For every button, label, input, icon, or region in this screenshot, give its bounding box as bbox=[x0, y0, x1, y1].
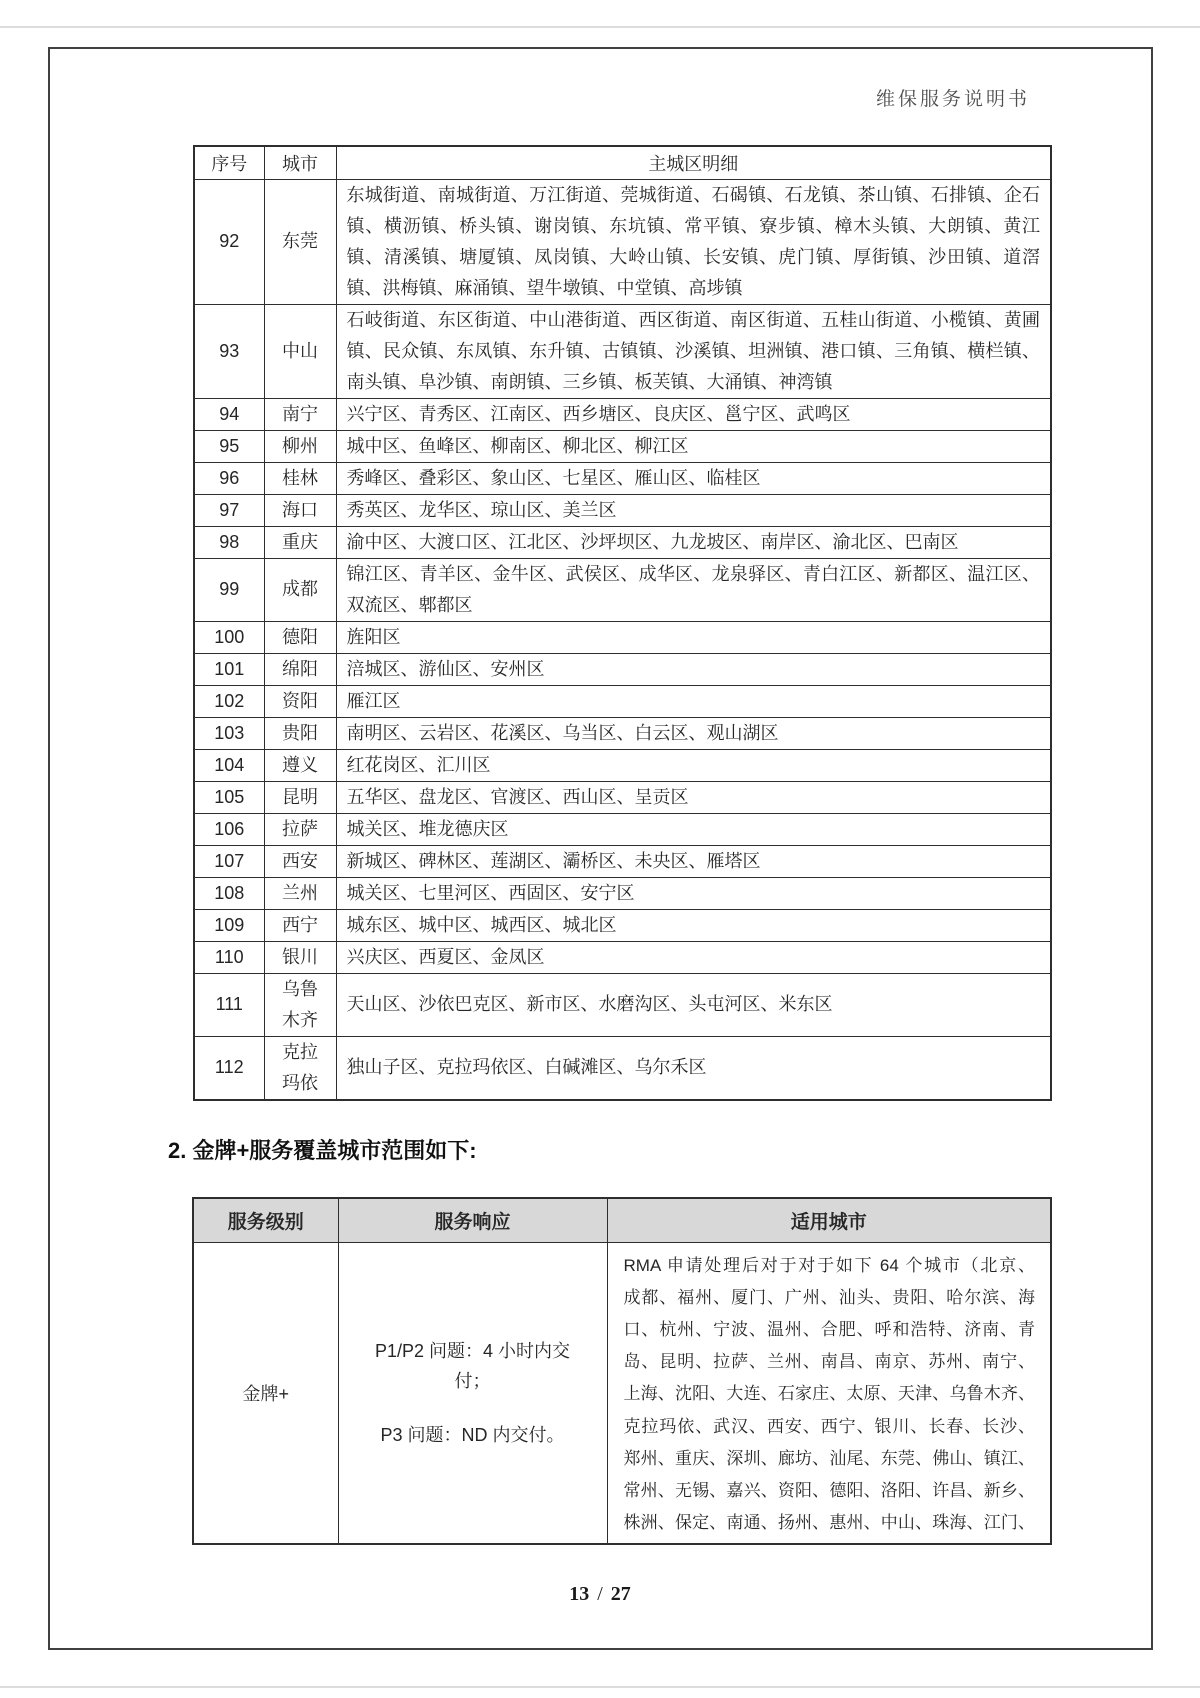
row-number-cell: 104 bbox=[194, 749, 264, 781]
city-name-cell: 遵义 bbox=[264, 749, 336, 781]
districts-cell bbox=[336, 304, 1051, 398]
table-row bbox=[194, 494, 1051, 526]
districts-cell bbox=[336, 430, 1051, 462]
table-row bbox=[194, 781, 1051, 813]
districts-line: 涪城区、游仙区、安州区 bbox=[346, 658, 545, 679]
row-number-cell: 97 bbox=[194, 494, 264, 526]
service-response-paragraph: P1/P2 问题：4 小时内交付； bbox=[374, 1340, 571, 1391]
table-row bbox=[194, 973, 1051, 1036]
applicable-cities-line: 成都、福州、厦门、广州、汕头、贵阳、哈尔滨、海 bbox=[623, 1287, 1035, 1307]
row-number-cell: 96 bbox=[194, 462, 264, 494]
districts-cell bbox=[336, 877, 1051, 909]
districts-line: 旌阳区 bbox=[346, 626, 401, 647]
districts-cell bbox=[336, 621, 1051, 653]
city-name-cell: 兰州 bbox=[264, 877, 336, 909]
page-number-current: 13 bbox=[569, 1583, 590, 1605]
districts-line: 秀英区、龙华区、琼山区、美兰区 bbox=[346, 499, 617, 520]
row-number-cell: 98 bbox=[194, 526, 264, 558]
column-header-city: 城市 bbox=[264, 146, 336, 179]
districts-line: 城关区、堆龙德庆区 bbox=[346, 818, 509, 839]
table-row bbox=[194, 621, 1051, 653]
districts-cell bbox=[336, 685, 1051, 717]
row-number-cell: 99 bbox=[194, 558, 264, 621]
table-row bbox=[194, 653, 1051, 685]
districts-cell bbox=[336, 653, 1051, 685]
districts-line: 城东区、城中区、城西区、城北区 bbox=[346, 914, 617, 935]
applicable-cities-line: 常州、无锡、嘉兴、资阳、德阳、洛阳、许昌、新乡、 bbox=[623, 1480, 1035, 1500]
districts-cell bbox=[336, 781, 1051, 813]
page-edge-bottom bbox=[0, 1686, 1200, 1688]
service-table-head bbox=[193, 1198, 1051, 1242]
districts-cell bbox=[336, 845, 1051, 877]
column-header-service-response: 服务响应 bbox=[338, 1198, 607, 1242]
page-footer bbox=[0, 1583, 1200, 1606]
table-row bbox=[194, 1036, 1051, 1100]
row-number-cell: 93 bbox=[194, 304, 264, 398]
districts-line: 南头镇、阜沙镇、南朗镇、三乡镇、板芙镇、大涌镇、神湾镇 bbox=[346, 371, 833, 392]
applicable-cities-line: 克拉玛依、武汉、西安、西宁、银川、长春、长沙、 bbox=[623, 1416, 1035, 1436]
city-name-cell: 德阳 bbox=[264, 621, 336, 653]
row-number-cell: 107 bbox=[194, 845, 264, 877]
table-row bbox=[194, 877, 1051, 909]
districts-cell bbox=[336, 909, 1051, 941]
city-name-cell: 桂林 bbox=[264, 462, 336, 494]
districts-line: 锦江区、青羊区、金牛区、武侯区、成华区、龙泉驿区、青白江区、新都区、温江区、 bbox=[346, 563, 1040, 584]
districts-line: 镇、横沥镇、桥头镇、谢岗镇、东坑镇、常平镇、寮步镇、樟木头镇、大朗镇、黄江 bbox=[346, 215, 1040, 236]
service-response-paragraph: P3 问题：ND 内交付。 bbox=[380, 1424, 565, 1445]
districts-line: 南明区、云岩区、花溪区、乌当区、白云区、观山湖区 bbox=[346, 722, 779, 743]
districts-cell bbox=[336, 973, 1051, 1036]
city-table-body bbox=[194, 179, 1051, 1100]
table-row bbox=[194, 845, 1051, 877]
districts-line: 新城区、碑林区、莲湖区、灞桥区、未央区、雁塔区 bbox=[346, 850, 761, 871]
districts-cell bbox=[336, 1036, 1051, 1100]
city-name-cell: 南宁 bbox=[264, 398, 336, 430]
page-number-separator: / bbox=[597, 1583, 603, 1605]
table-row bbox=[194, 909, 1051, 941]
section-heading: 2. 金牌+服务覆盖城市范围如下: bbox=[168, 1138, 477, 1163]
row-number-cell: 102 bbox=[194, 685, 264, 717]
districts-line: 天山区、沙依巴克区、新市区、水磨沟区、头屯河区、米东区 bbox=[346, 994, 833, 1014]
table-row bbox=[194, 749, 1051, 781]
page-number-total: 27 bbox=[610, 1583, 631, 1605]
table-row bbox=[194, 304, 1051, 398]
city-table-head bbox=[194, 146, 1051, 179]
table-row bbox=[194, 430, 1051, 462]
applicable-cities-line: 株洲、保定、南通、扬州、惠州、中山、珠海、江门、 bbox=[623, 1513, 1035, 1533]
districts-line: 镇、民众镇、东凤镇、东升镇、古镇镇、沙溪镇、坦洲镇、港口镇、三角镇、横栏镇、 bbox=[346, 340, 1040, 361]
service-level-table bbox=[192, 1197, 1052, 1545]
city-name-cell: 银川 bbox=[264, 941, 336, 973]
districts-line: 五华区、盘龙区、官渡区、西山区、呈贡区 bbox=[346, 786, 689, 807]
city-name-cell: 拉萨 bbox=[264, 813, 336, 845]
city-name-cell: 重庆 bbox=[264, 526, 336, 558]
districts-cell bbox=[336, 398, 1051, 430]
applicable-cities-line: 上海、沈阳、大连、石家庄、太原、天津、乌鲁木齐、 bbox=[623, 1384, 1035, 1404]
service-table-header-row bbox=[193, 1198, 1051, 1242]
districts-cell bbox=[336, 494, 1051, 526]
row-number-cell: 94 bbox=[194, 398, 264, 430]
row-number-cell: 108 bbox=[194, 877, 264, 909]
column-header-no: 序号 bbox=[194, 146, 264, 179]
city-name-cell: 克拉玛依 bbox=[264, 1036, 336, 1100]
row-number-cell: 112 bbox=[194, 1036, 264, 1100]
districts-line: 双流区、郫都区 bbox=[346, 594, 473, 615]
service-response-cell bbox=[338, 1242, 607, 1544]
districts-cell bbox=[336, 813, 1051, 845]
applicable-cities-line: 岛、昆明、拉萨、兰州、南昌、南京、苏州、南宁、 bbox=[623, 1352, 1035, 1372]
table-row bbox=[194, 462, 1051, 494]
districts-line: 红花岗区、汇川区 bbox=[346, 754, 491, 775]
districts-line: 兴宁区、青秀区、江南区、西乡塘区、良庆区、邕宁区、武鸣区 bbox=[346, 403, 851, 424]
city-name-cell: 西安 bbox=[264, 845, 336, 877]
city-name-cell: 成都 bbox=[264, 558, 336, 621]
row-number-cell: 106 bbox=[194, 813, 264, 845]
doc-header-title: 维保服务说明书 bbox=[875, 89, 1030, 110]
city-name-cell: 资阳 bbox=[264, 685, 336, 717]
city-name-cell: 中山 bbox=[264, 304, 336, 398]
table-row bbox=[194, 398, 1051, 430]
city-districts-table bbox=[193, 145, 1052, 1101]
districts-line: 镇、洪梅镇、麻涌镇、望牛墩镇、中堂镇、高埗镇 bbox=[346, 277, 743, 298]
city-name-cell: 绵阳 bbox=[264, 653, 336, 685]
city-name-cell: 柳州 bbox=[264, 430, 336, 462]
city-name-cell: 昆明 bbox=[264, 781, 336, 813]
districts-line: 城中区、鱼峰区、柳南区、柳北区、柳江区 bbox=[346, 435, 689, 456]
column-header-applicable-cities: 适用城市 bbox=[607, 1198, 1051, 1242]
districts-line: 城关区、七里河区、西固区、安宁区 bbox=[346, 882, 635, 903]
districts-line: 镇、清溪镇、塘厦镇、凤岗镇、大岭山镇、长安镇、虎门镇、厚街镇、沙田镇、道滘 bbox=[346, 246, 1040, 267]
row-number-cell: 111 bbox=[194, 973, 264, 1036]
applicable-cities-line: RMA 申请处理后对于对于如下 64 个城市（北京、 bbox=[623, 1255, 1035, 1275]
districts-cell bbox=[336, 717, 1051, 749]
service-table-row bbox=[193, 1242, 1051, 1544]
service-level-cell: 金牌+ bbox=[193, 1242, 338, 1544]
table-row bbox=[194, 558, 1051, 621]
city-name-cell: 西宁 bbox=[264, 909, 336, 941]
table-row bbox=[194, 813, 1051, 845]
table-row bbox=[194, 717, 1051, 749]
row-number-cell: 109 bbox=[194, 909, 264, 941]
row-number-cell: 100 bbox=[194, 621, 264, 653]
districts-line: 渝中区、大渡口区、江北区、沙坪坝区、九龙坡区、南岸区、渝北区、巴南区 bbox=[346, 531, 959, 552]
districts-line: 独山子区、克拉玛依区、白碱滩区、乌尔禾区 bbox=[346, 1057, 707, 1077]
districts-cell bbox=[336, 941, 1051, 973]
districts-line: 兴庆区、西夏区、金凤区 bbox=[346, 946, 545, 967]
column-header-districts: 主城区明细 bbox=[336, 146, 1051, 179]
applicable-cities-line: 郑州、重庆、深圳、廊坊、汕尾、东莞、佛山、镇江、 bbox=[623, 1448, 1035, 1468]
row-number-cell: 103 bbox=[194, 717, 264, 749]
row-number-cell: 95 bbox=[194, 430, 264, 462]
table-row bbox=[194, 526, 1051, 558]
table-row bbox=[194, 179, 1051, 304]
districts-line: 雁江区 bbox=[346, 690, 401, 711]
districts-cell bbox=[336, 179, 1051, 304]
city-table-header-row bbox=[194, 146, 1051, 179]
page-edge-top bbox=[0, 26, 1200, 28]
column-header-service-level: 服务级别 bbox=[193, 1198, 338, 1242]
service-table-body bbox=[193, 1242, 1051, 1544]
applicable-cities-cell bbox=[607, 1242, 1051, 1544]
districts-line: 秀峰区、叠彩区、象山区、七星区、雁山区、临桂区 bbox=[346, 467, 761, 488]
row-number-cell: 105 bbox=[194, 781, 264, 813]
districts-cell bbox=[336, 558, 1051, 621]
districts-line: 石岐街道、东区街道、中山港街道、西区街道、南区街道、五桂山街道、小榄镇、黄圃 bbox=[346, 309, 1040, 330]
districts-cell bbox=[336, 749, 1051, 781]
districts-cell bbox=[336, 526, 1051, 558]
city-name-cell: 海口 bbox=[264, 494, 336, 526]
row-number-cell: 101 bbox=[194, 653, 264, 685]
table-row bbox=[194, 941, 1051, 973]
districts-cell bbox=[336, 462, 1051, 494]
districts-line: 东城街道、南城街道、万江街道、莞城街道、石碣镇、石龙镇、茶山镇、石排镇、企石 bbox=[346, 184, 1040, 205]
row-number-cell: 92 bbox=[194, 179, 264, 304]
row-number-cell: 110 bbox=[194, 941, 264, 973]
table-row bbox=[194, 685, 1051, 717]
city-name-cell: 贵阳 bbox=[264, 717, 336, 749]
city-name-cell: 乌鲁木齐 bbox=[264, 973, 336, 1036]
city-name-cell: 东莞 bbox=[264, 179, 336, 304]
applicable-cities-line: 口、杭州、宁波、温州、合肥、呼和浩特、济南、青 bbox=[623, 1319, 1035, 1339]
